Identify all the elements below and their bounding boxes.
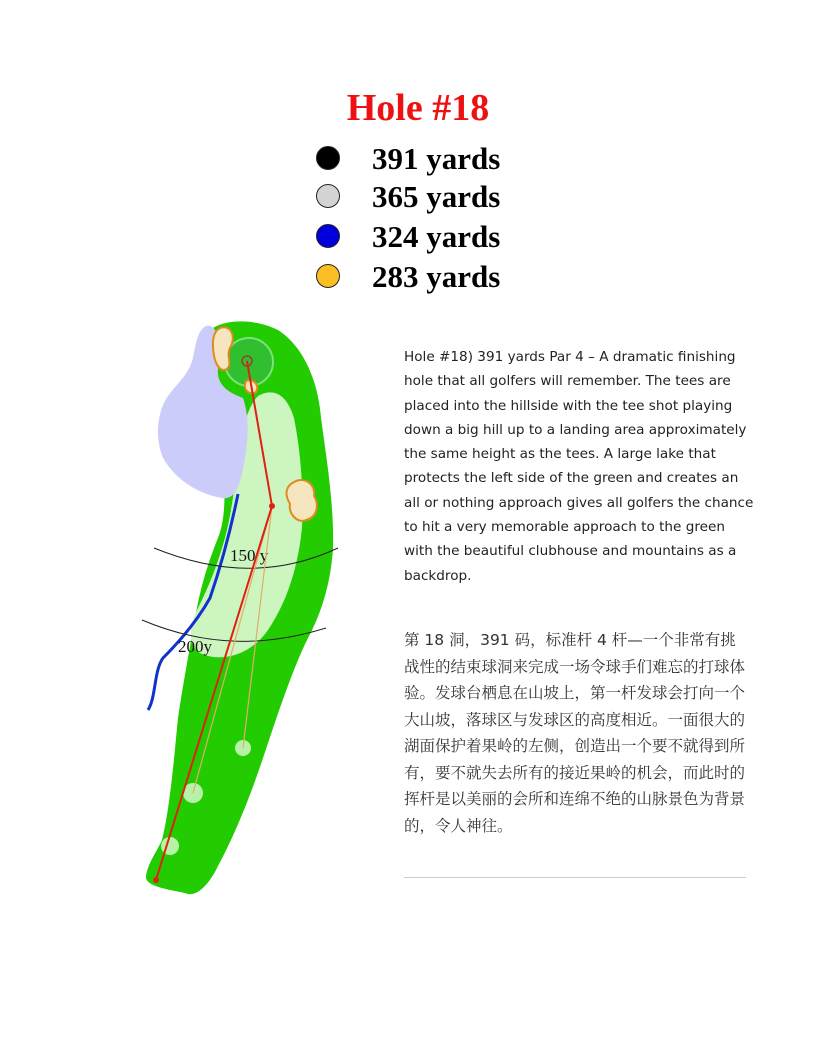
- tee-distance-label: 365 yards: [372, 179, 501, 214]
- gold-tee-marker-icon: [316, 264, 340, 288]
- tee-distance-label: 324 yards: [372, 219, 501, 254]
- tee-row-gold: [316, 259, 616, 295]
- sand-bunker: [213, 327, 233, 370]
- marker-200-label: 200y: [178, 637, 212, 656]
- tee-row-black: [316, 141, 616, 177]
- landing-point-icon: [269, 503, 275, 509]
- hole-layout-map: [138, 318, 348, 908]
- sand-bunker: [287, 480, 317, 521]
- tee-row-white: [316, 179, 616, 215]
- hole-description-chinese: 第 18 洞，391 码，标准杆 4 杆—一个非常有挑战性的结束球洞来完成一场令球手们难忘的打球体验。发球台栖息在山坡上，第一杆发球会打向一个大山坡，落球区与发球区的高度相近。一面很大的湖面保护着果岭的左侧，创造出一个要不就得到所有，要不就失去所有的接近果岭的机会，而此时的挥杆是以美丽的会所和连绵不绝的山脉景色为背景的，令人神往。: [404, 631, 746, 835]
- hole-description-english: Hole #18) 391 yards Par 4 – A dramatic finishing hole that all golfers will remember. The tees are placed into the hillside with the tee shot playing down a big hill up to a landing area approximately the same height as the tees. A large lake that protects the left side of the green and creates an all or nothing approach gives all golfers the chance to hit a very memorable approach to the green with the beautiful clubhouse and mountains as a backdrop.: [404, 349, 754, 584]
- section-divider: [404, 877, 746, 878]
- black-tee-marker-icon: [316, 146, 340, 170]
- blue-tee-marker-icon: [316, 224, 340, 248]
- hole-title: Hole #18: [346, 87, 490, 129]
- tee-row-blue: [316, 219, 616, 255]
- tee-distance-label: 391 yards: [372, 141, 501, 176]
- white-tee-marker-icon: [316, 184, 340, 208]
- marker-150-label: 150 y: [230, 546, 269, 565]
- tee-start-point-icon: [153, 877, 159, 883]
- tee-distance-label: 283 yards: [372, 259, 501, 294]
